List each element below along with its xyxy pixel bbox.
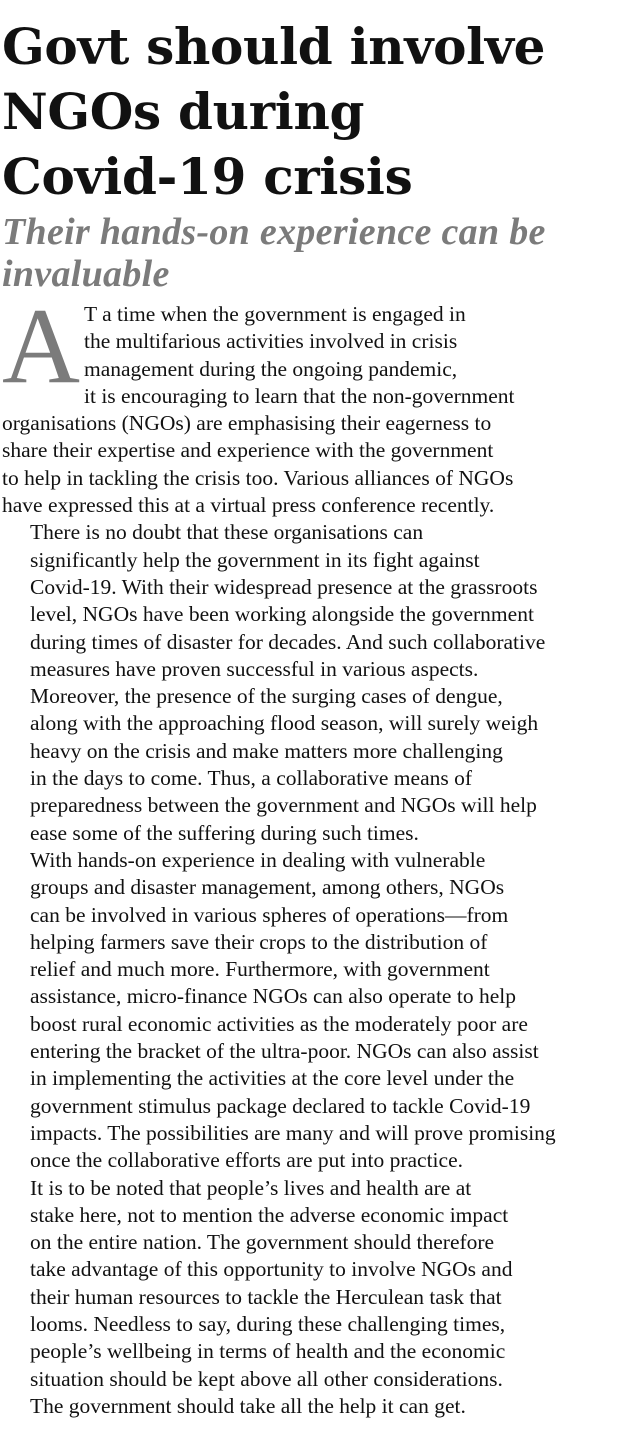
- text-line: heavy on the crisis and make matters more challenging: [30, 738, 503, 763]
- text-line: organisations (NGOs) are emphasising their eagerness to: [2, 411, 492, 436]
- text-line: in implementing the activities at the core level under the: [30, 1066, 515, 1091]
- text-line: it is encouraging to learn that the non-government: [84, 383, 515, 408]
- text-line: boost rural economic activities as the moderately poor are: [30, 1011, 528, 1036]
- text-line: to help in tackling the crisis too. Various alliances of NGOs: [2, 465, 514, 490]
- text-line: management during the ongoing pandemic,: [84, 356, 458, 381]
- text-line: situation should be kept above all other considerations.: [30, 1366, 503, 1391]
- subheadline-line: Their hands-on experience can be: [2, 211, 546, 253]
- paragraph: [2, 287, 629, 519]
- subheadline-line: invaluable: [2, 253, 170, 295]
- text-line: their human resources to tackle the Herculean task that: [30, 1284, 502, 1309]
- text-line: Covid-19. With their widespread presence at the grassroots: [30, 574, 538, 599]
- text-line: people’s wellbeing in terms of health and the economic: [30, 1339, 506, 1364]
- text-line: T a time when the government is engaged in: [84, 302, 466, 326]
- text-line: impacts. The possibilities are many and will prove promising: [30, 1120, 556, 1145]
- text-line: The government should take all the help it can get.: [30, 1393, 466, 1418]
- headline-line: Covid-19 crisis: [2, 147, 413, 206]
- paragraph: [2, 519, 629, 847]
- text-line: can be involved in various spheres of operations—from: [30, 902, 509, 927]
- text-line: once the collaborative efforts are put into practice.: [30, 1148, 463, 1173]
- text-line: Moreover, the presence of the surging cases of dengue,: [30, 684, 503, 709]
- text-line: helping farmers save their crops to the distribution of: [30, 929, 488, 954]
- text-line: measures have proven successful in various aspects.: [30, 656, 479, 681]
- text-line: take advantage of this opportunity to involve NGOs and: [30, 1257, 513, 1282]
- text-line: With hands-on experience in dealing with vulnerable: [30, 847, 486, 872]
- article-body: [2, 287, 629, 1420]
- paragraph: [2, 1175, 629, 1421]
- text-line: It is to be noted that people’s lives and health are at: [30, 1175, 472, 1200]
- paragraph: [2, 847, 629, 1175]
- text-line: level, NGOs have been working alongside the government: [30, 602, 534, 627]
- text-line: during times of disaster for decades. And such collaborative: [30, 629, 546, 654]
- headline: [2, 14, 629, 209]
- text-line: groups and disaster management, among others, NGOs: [30, 875, 505, 900]
- text-line: on the entire nation. The government should therefore: [30, 1230, 495, 1255]
- headline-line: NGOs during: [2, 82, 365, 141]
- text-line: share their expertise and experience with the government: [2, 438, 494, 463]
- text-line: government stimulus package declared to tackle Covid-19: [30, 1093, 531, 1118]
- text-line: the multifarious activities involved in crisis: [84, 329, 458, 354]
- text-line: entering the bracket of the ultra-poor. NGOs can also assist: [30, 1039, 539, 1064]
- text-line: looms. Needless to say, during these challenging times,: [30, 1311, 506, 1336]
- text-line: preparedness between the government and NGOs will help: [30, 793, 537, 818]
- text-line: There is no doubt that these organisations can: [30, 520, 424, 545]
- text-line: along with the approaching flood season, will surely weigh: [30, 711, 539, 736]
- text-line: significantly help the government in its fight against: [30, 547, 480, 572]
- text-line: relief and much more. Furthermore, with government: [30, 957, 490, 982]
- headline-line: Govt should involve: [2, 17, 546, 76]
- text-line: stake here, not to mention the adverse economic impact: [30, 1202, 509, 1227]
- text-line: ease some of the suffering during such times.: [30, 820, 419, 845]
- text-line: have expressed this at a virtual press conference recently.: [2, 493, 495, 518]
- text-line: assistance, micro-finance NGOs can also operate to help: [30, 984, 516, 1009]
- drop-cap: A: [2, 287, 80, 406]
- editorial-article: [2, 0, 629, 1420]
- text-line: in the days to come. Thus, a collaborative means of: [30, 766, 473, 791]
- subheadline: [2, 211, 629, 295]
